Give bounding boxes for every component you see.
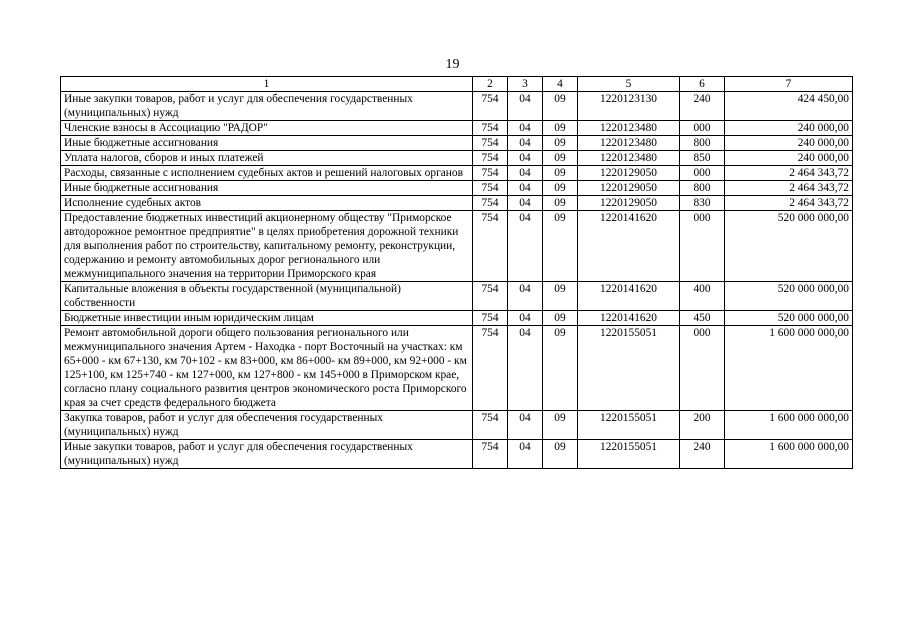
row-name-cell: Иные закупки товаров, работ и услуг для обеспечения государственных (муниципальных) нужд	[61, 92, 473, 121]
row-code-cell: 754	[473, 311, 508, 326]
row-target-article-cell: 1220141620	[578, 211, 680, 282]
table-row	[61, 211, 853, 282]
row-amount-cell: 240 000,00	[725, 121, 853, 136]
row-section-cell: 04	[508, 311, 543, 326]
row-code-cell: 754	[473, 181, 508, 196]
row-target-article-cell: 1220129050	[578, 181, 680, 196]
row-name-cell: Уплата налогов, сборов и иных платежей	[61, 151, 473, 166]
row-amount-cell: 1 600 000 000,00	[725, 326, 853, 411]
row-expense-type-cell: 200	[680, 411, 725, 440]
row-name-cell: Ремонт автомобильной дороги общего пользования регионального или межмуниципального значения Артем - Находка - порт Восточный на участках: км 65+000 - км 67+130, км 70+102 - км 83+000, км 86+000- км 89+000, км 92+000 - км 125+100, км 125+740 - км 127+000, км 127+800 - км 145+000 в Приморском крае, согласно плану социального развития центров экономического роста Приморского края за счет средств федерального бюджета	[61, 326, 473, 411]
row-expense-type-cell: 000	[680, 166, 725, 181]
row-amount-cell: 1 600 000 000,00	[725, 411, 853, 440]
row-section-cell: 04	[508, 166, 543, 181]
row-name-cell: Предоставление бюджетных инвестиций акционерному обществу "Приморское автодорожное ремонтное предприятие" в целях приобретения дорожной техники для выполнения работ по строительству, капитальному ремонту, реконструкции, содержанию и ремонту автомобильных дорог регионального или межмуниципального значения на территории Приморского края	[61, 211, 473, 282]
table-row	[61, 136, 853, 151]
column-header: 1	[61, 77, 473, 92]
row-code-cell: 754	[473, 92, 508, 121]
row-target-article-cell: 1220123480	[578, 121, 680, 136]
row-name-cell: Закупка товаров, работ и услуг для обеспечения государственных (муниципальных) нужд	[61, 411, 473, 440]
table-row	[61, 181, 853, 196]
row-expense-type-cell: 850	[680, 151, 725, 166]
row-target-article-cell: 1220155051	[578, 326, 680, 411]
column-header: 4	[543, 77, 578, 92]
row-section-cell: 04	[508, 411, 543, 440]
row-section-cell: 04	[508, 211, 543, 282]
row-expense-type-cell: 450	[680, 311, 725, 326]
table-row	[61, 166, 853, 181]
column-header: 3	[508, 77, 543, 92]
row-subsection-cell: 09	[543, 211, 578, 282]
row-amount-cell: 520 000 000,00	[725, 282, 853, 311]
row-section-cell: 04	[508, 151, 543, 166]
row-subsection-cell: 09	[543, 196, 578, 211]
row-section-cell: 04	[508, 92, 543, 121]
row-target-article-cell: 1220123130	[578, 92, 680, 121]
table-row	[61, 440, 853, 469]
row-code-cell: 754	[473, 326, 508, 411]
table-row	[61, 411, 853, 440]
row-section-cell: 04	[508, 440, 543, 469]
row-name-cell: Расходы, связанные с исполнением судебных актов и решений налоговых органов	[61, 166, 473, 181]
row-code-cell: 754	[473, 411, 508, 440]
row-subsection-cell: 09	[543, 121, 578, 136]
table-row	[61, 151, 853, 166]
row-subsection-cell: 09	[543, 411, 578, 440]
row-expense-type-cell: 400	[680, 282, 725, 311]
row-target-article-cell: 1220155051	[578, 440, 680, 469]
row-expense-type-cell: 800	[680, 181, 725, 196]
table-row	[61, 196, 853, 211]
row-amount-cell: 1 600 000 000,00	[725, 440, 853, 469]
row-name-cell: Иные бюджетные ассигнования	[61, 136, 473, 151]
row-subsection-cell: 09	[543, 282, 578, 311]
row-amount-cell: 424 450,00	[725, 92, 853, 121]
row-expense-type-cell: 240	[680, 440, 725, 469]
row-amount-cell: 240 000,00	[725, 136, 853, 151]
row-section-cell: 04	[508, 326, 543, 411]
row-name-cell: Членские взносы в Ассоциацию "РАДОР"	[61, 121, 473, 136]
header-row	[61, 77, 853, 92]
row-amount-cell: 520 000 000,00	[725, 311, 853, 326]
row-target-article-cell: 1220129050	[578, 196, 680, 211]
column-header: 2	[473, 77, 508, 92]
row-subsection-cell: 09	[543, 166, 578, 181]
budget-table	[60, 76, 853, 469]
row-target-article-cell: 1220141620	[578, 311, 680, 326]
row-code-cell: 754	[473, 151, 508, 166]
row-name-cell: Капитальные вложения в объекты государственной (муниципальной) собственности	[61, 282, 473, 311]
row-subsection-cell: 09	[543, 440, 578, 469]
row-subsection-cell: 09	[543, 136, 578, 151]
row-amount-cell: 520 000 000,00	[725, 211, 853, 282]
row-section-cell: 04	[508, 181, 543, 196]
row-expense-type-cell: 240	[680, 92, 725, 121]
row-target-article-cell: 1220123480	[578, 136, 680, 151]
row-expense-type-cell: 830	[680, 196, 725, 211]
row-expense-type-cell: 800	[680, 136, 725, 151]
row-subsection-cell: 09	[543, 151, 578, 166]
row-target-article-cell: 1220129050	[578, 166, 680, 181]
row-code-cell: 754	[473, 121, 508, 136]
row-code-cell: 754	[473, 196, 508, 211]
row-amount-cell: 2 464 343,72	[725, 196, 853, 211]
table-row	[61, 311, 853, 326]
row-section-cell: 04	[508, 121, 543, 136]
row-subsection-cell: 09	[543, 92, 578, 121]
row-name-cell: Бюджетные инвестиции иным юридическим лицам	[61, 311, 473, 326]
row-target-article-cell: 1220155051	[578, 411, 680, 440]
table-row	[61, 121, 853, 136]
table-row	[61, 92, 853, 121]
row-target-article-cell: 1220123480	[578, 151, 680, 166]
row-amount-cell: 240 000,00	[725, 151, 853, 166]
column-header: 7	[725, 77, 853, 92]
row-name-cell: Исполнение судебных актов	[61, 196, 473, 211]
column-header: 6	[680, 77, 725, 92]
row-code-cell: 754	[473, 211, 508, 282]
row-subsection-cell: 09	[543, 326, 578, 411]
row-section-cell: 04	[508, 282, 543, 311]
row-code-cell: 754	[473, 136, 508, 151]
row-amount-cell: 2 464 343,72	[725, 166, 853, 181]
row-subsection-cell: 09	[543, 311, 578, 326]
row-section-cell: 04	[508, 196, 543, 211]
table-row	[61, 282, 853, 311]
page-number: 19	[445, 57, 460, 72]
row-expense-type-cell: 000	[680, 121, 725, 136]
row-expense-type-cell: 000	[680, 326, 725, 411]
row-name-cell: Иные закупки товаров, работ и услуг для обеспечения государственных (муниципальных) нужд	[61, 440, 473, 469]
column-header: 5	[578, 77, 680, 92]
row-code-cell: 754	[473, 166, 508, 181]
row-amount-cell: 2 464 343,72	[725, 181, 853, 196]
row-expense-type-cell: 000	[680, 211, 725, 282]
row-code-cell: 754	[473, 440, 508, 469]
row-target-article-cell: 1220141620	[578, 282, 680, 311]
row-name-cell: Иные бюджетные ассигнования	[61, 181, 473, 196]
row-code-cell: 754	[473, 282, 508, 311]
row-subsection-cell: 09	[543, 181, 578, 196]
table-row	[61, 326, 853, 411]
row-section-cell: 04	[508, 136, 543, 151]
